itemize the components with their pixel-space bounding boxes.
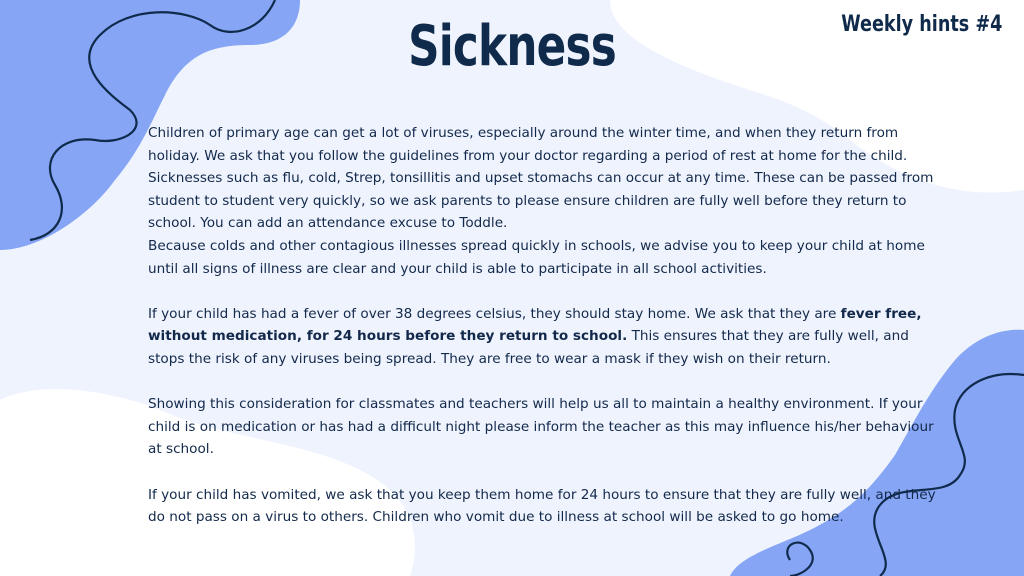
paragraph-2: Because colds and other contagious illnesses spread quickly in schools, we advise you to keep your child at home until all signs of illness are clear and your child is able to participate in all school activities. bbox=[148, 237, 925, 277]
spacer bbox=[148, 280, 938, 303]
paragraph-3-end: This ensures that they are fully well, and stops the risk of any viruses being spread. They are free to wear a mask if they wish on their return. bbox=[148, 328, 909, 367]
article-body bbox=[148, 122, 938, 529]
page-title: Sickness bbox=[408, 14, 616, 79]
paragraph-3-start: If your child has had a fever of over 38 degrees celsius, they should stay home. We ask that they are bbox=[148, 305, 841, 322]
paragraph-3-bold: fever free, without medication, for 24 hours before they return to school. bbox=[148, 305, 922, 345]
paragraph-1: Children of primary age can get a lot of viruses, especially around the winter time, and when they return from holiday. We ask that you follow the guidelines from your doctor regarding a period of rest at home for the child. Sicknesses such as flu, cold, Strep, tonsillitis and upset stomachs can occur at any time. These can be passed from student to student very quickly, so we ask parents to please ensure children are fully well before they return to school. You can add an attendance excuse to Toddle. bbox=[148, 125, 934, 232]
weekly-hints-badge: Weekly hints #4 bbox=[840, 12, 1002, 37]
paragraph-5: If your child has vomited, we ask that you keep them home for 24 hours to ensure that they are fully well, and they do not pass on a virus to others. Children who vomit due to illness at school will be asked to go home. bbox=[148, 486, 936, 526]
spacer bbox=[148, 371, 938, 394]
paragraph-3 bbox=[148, 303, 938, 371]
spacer bbox=[148, 461, 938, 484]
paragraph-4: Showing this consideration for classmates and teachers will help us all to maintain a healthy environment. If your child is on medication or has had a difficult night please inform the teacher as this may influence his/her behaviour at school. bbox=[148, 396, 934, 458]
